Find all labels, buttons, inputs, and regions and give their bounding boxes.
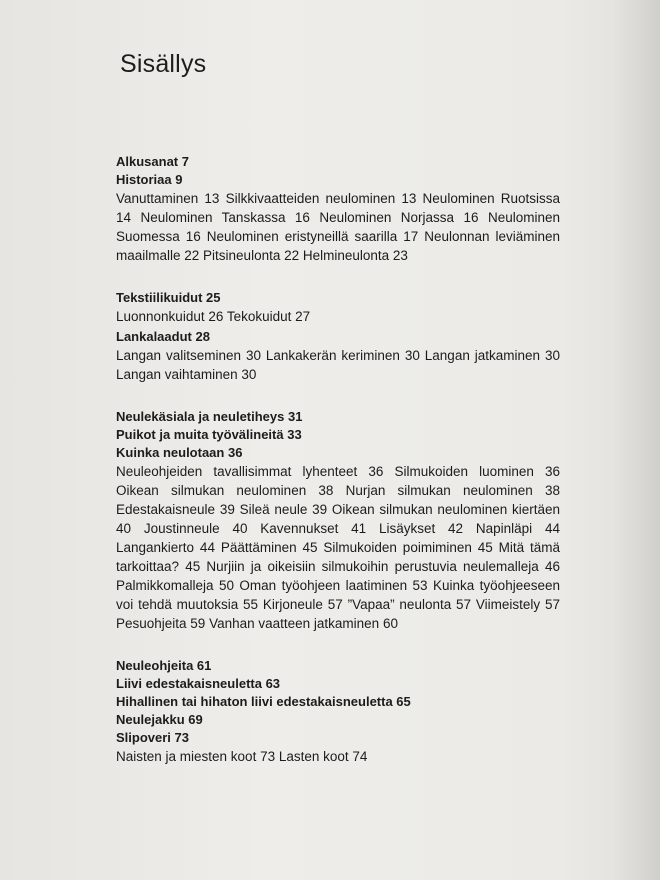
toc-heading: Tekstiilikuidut 25 (116, 290, 221, 305)
toc-heading: Historiaa 9 (116, 172, 183, 187)
toc-heading: Neuleohjeita 61 (116, 658, 212, 673)
toc-heading: Liivi edestakaisneuletta 63 (116, 676, 281, 691)
toc-heading: Lankalaadut 28 (116, 329, 210, 344)
toc-heading: Slipoveri 73 (116, 730, 189, 745)
toc-subentries: Naisten ja miesten koot 73 Lasten koot 74 (116, 749, 368, 764)
toc-heading: Hihallinen tai hihaton liivi edestakaisneuletta 65 (116, 694, 411, 709)
page-shadow (612, 0, 660, 880)
toc-heading: Kuinka neulotaan 36 (116, 445, 243, 460)
toc-subentries: Neuleohjeiden tavallisimmat lyhenteet 36 Silmukoiden luominen 36 Oikean silmukan neulominen 38 Nurjan silmukan neulominen 38 Edestakaisneule 39 Sileä neule 39 Oikean silmukan neulominen kiertäen 40 Joustinneule 40 Kavennukset 41 Lisäykset 42 Napinläpi 44 Langankierto 44 Päättäminen 45 Silmukoiden poimiminen 45 Mitä tämä tarkoittaa? 45 Nurjiin ja oikeisiin silmukoihin perustuvia neulemalleja 46 Palmikkomalleja 50 Oman työohjeen laatiminen 53 Kuinka työohjeeseen voi tehdä muutoksia 55 Kirjoneule 57 ”Vapaa” neulonta 57 Viimeistely 57 Pesuohjeita 59 Vanhan vaatteen jatkaminen 60 (116, 464, 560, 631)
table-of-contents (116, 153, 560, 768)
toc-subentries: Vanuttaminen 13 Silkkivaatteiden neulominen 13 Neulominen Ruotsissa 14 Neulominen Tanskassa 16 Neulominen Norjassa 16 Neulominen Suomessa 16 Neulominen eristyneillä saarilla 17 Neulonnan leviäminen maailmalle 22 Pitsineulonta 22 Helmineulonta 23 (116, 191, 560, 263)
toc-subentries: Langan valitseminen 30 Lankakerän keriminen 30 Langan jatkaminen 30 Langan vaihtaminen 30 (116, 348, 560, 382)
toc-heading: Alkusanat 7 (116, 154, 189, 169)
toc-heading: Puikot ja muita työvälineitä 33 (116, 427, 302, 442)
toc-subentries: Luonnonkuidut 26 Tekokuidut 27 (116, 309, 311, 324)
toc-heading: Neulekäsiala ja neuletiheys 31 (116, 409, 303, 424)
page-title: Sisällys (120, 50, 207, 78)
toc-heading: Neulejakku 69 (116, 712, 203, 727)
